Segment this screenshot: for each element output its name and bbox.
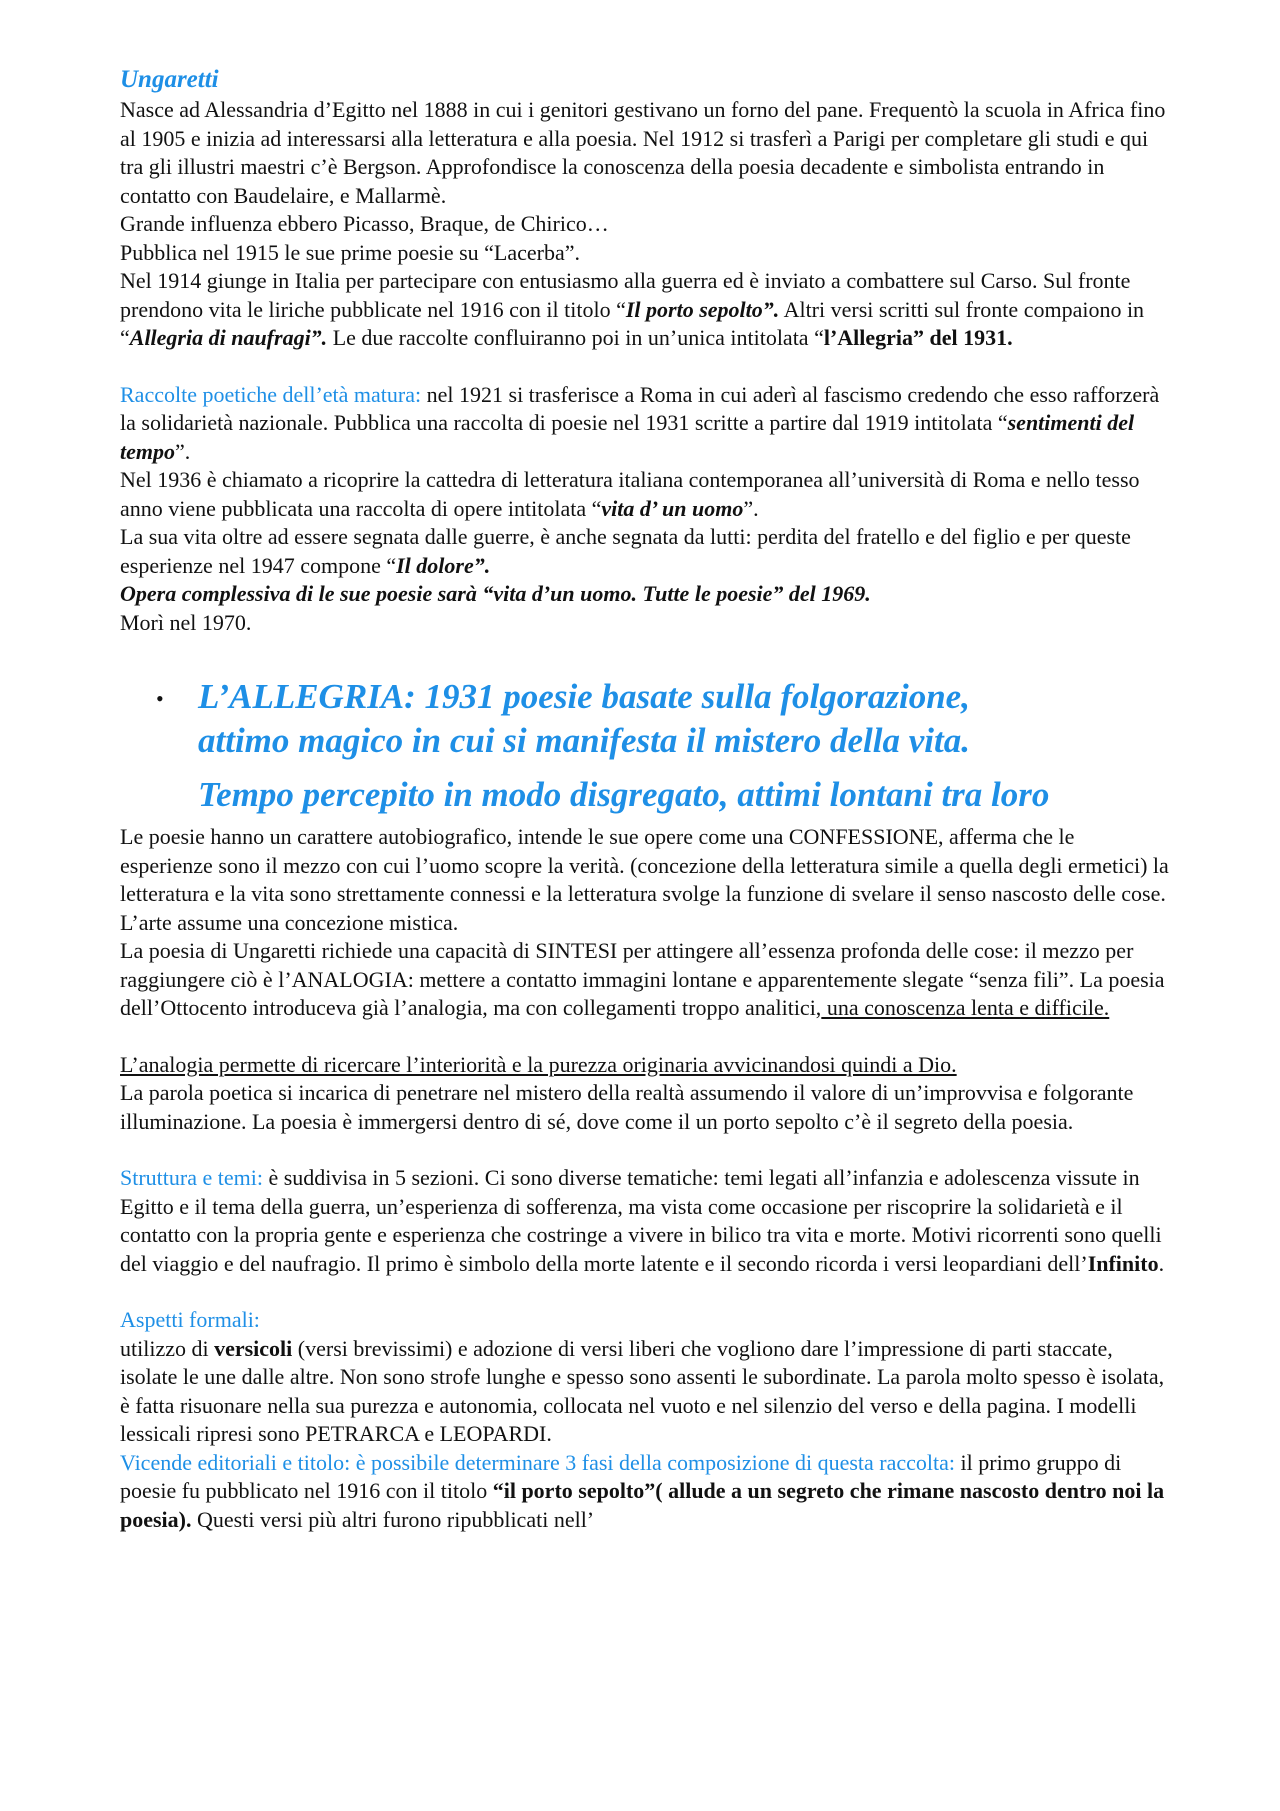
infinito-title: Infinito [1087, 1250, 1159, 1276]
bio-paragraph-3: Pubblica nel 1915 le sue prime poesie su “Lacerba”. [120, 239, 581, 265]
dolore-title: Il dolore”. [396, 552, 491, 578]
mature-paragraph-5: Morì nel 1970. [120, 609, 252, 635]
allegria-bullet-line-2: attimo magico in cui si manifesta il mistero della vita. [198, 721, 970, 760]
sentimenti-title: sentimenti del tempo [120, 410, 1135, 464]
document-title: Ungaretti [120, 66, 219, 93]
mature-paragraph-4 [120, 580, 1170, 609]
porto-sepolto-title: Il porto sepolto”. [625, 296, 780, 322]
vita-uomo-title: vita d’ un uomo [601, 495, 744, 521]
aspetti-paragraph [120, 1335, 1170, 1449]
allegria-paragraph-4 [120, 1051, 1170, 1080]
struttura-paragraph [120, 1164, 1170, 1278]
mature-heading: Raccolte poetiche dell’età matura: [120, 381, 422, 407]
struttura-heading: Struttura e temi: [120, 1165, 263, 1190]
allegria-bullet-line-3: Tempo percepito in modo disgregato, attimi lontani tra loro [198, 775, 1050, 814]
allegria-paragraph-2: L’arte assume una concezione mistica. [120, 909, 459, 935]
allegria-paragraph-5: La parola poetica si incarica di penetrare nel mistero della realtà assumendo il valore di un’improvvisa e folgorante illuminazione. La poesia è immergersi dentro di sé, dove come il un porto sepolto c’è il segreto della poesia. [120, 1080, 1134, 1134]
mature-paragraph-2 [120, 466, 1170, 523]
allegria-paragraph-1: Le poesie hanno un carattere autobiografico, intende le sue opere come una CONFESSIONE, afferma che le esperienze sono il mezzo con cui l’uomo scopre la verità. (concezione della letteratura simile a quella degli ermetici) la letteratura e la vita sono strettamente connessi e la letteratura svolge la funzione di svelare il senso nascosto delle cose. [120, 824, 1169, 906]
bio-paragraph-1: Nasce ad Alessandria d’Egitto nel 1888 in cui i genitori gestivano un forno del pane. Frequentò la scuola in Africa fino al 1905 e inizia ad interessarsi alla letteratura e alla poesia. Nel 1912 si trasferì a Parigi per completare gli studi e qui tra gli illustri maestri c’è Bergson. Approfondisce la conoscenza della poesia decadente e simbolista entrando in contatto con Baudelaire, e Mallarmè. [120, 97, 1166, 208]
mature-text: La sua vita oltre ad essere segnata dalle guerre, è anche segnata da lutti: perdita del fratello e del figlio e per queste esperienze nel 1947 compone “ [120, 524, 1131, 578]
allegria-naufragi-title: Allegria di naufragi”. [129, 325, 328, 350]
bio-paragraph-2: Grande influenza ebbero Picasso, Braque, de Chirico… [120, 211, 609, 236]
bullet-icon: • [156, 686, 164, 711]
porto-sepolto-note: “il porto sepolto”( allude a un segreto che rimane nascosto dentro noi la poesia). [120, 1478, 1165, 1532]
aspetti-heading: Aspetti formali: [120, 1307, 260, 1332]
mature-paragraph-3 [120, 523, 1170, 580]
analogia-underlined: L’analogia permette di ricercare l’interiorità e la purezza originaria avvicinandosi quindi a Dio. [120, 1051, 957, 1077]
allegria-paragraph-3 [120, 937, 1170, 1023]
mature-text: Nel 1936 è chiamato a ricoprire la cattedra di letteratura italiana contemporanea all’università di Roma e nello tesso anno viene pubblicata una raccolta di opere intitolata “ [120, 467, 1140, 521]
vicende-text: il primo gruppo di poesie fu pubblicato nel 1916 con il titolo [120, 1449, 1122, 1503]
allegria-text: La poesia di Ungaretti richiede una capacità di SINTESI per attingere all’essenza profonda delle cose: il mezzo per raggiungere ciò è l’ANALOGIA: mettere a contatto immagini lontane e apparentemente slegate “senza fili”. La poesia dell’Ottocento introduceva già l’analogia, ma con collegamenti troppo analitici, [120, 938, 1165, 1020]
mature-text: nel 1921 si trasferisce a Roma in cui aderì al fascismo credendo che esso rafforzerà la solidarietà nazionale. Pubblica una raccolta di poesie nel 1931 scritte a partire dal 1919 intitolata “ [120, 381, 1160, 435]
vicende-paragraph [120, 1449, 1170, 1535]
allegria-title: l’Allegria” del 1931. [823, 325, 1013, 350]
struttura-text: . [1158, 1250, 1165, 1276]
vicende-heading: Vicende editoriali e titolo: è possibile determinare 3 fasi della composizione di questa raccolta: [120, 1449, 956, 1475]
aspetti-text: (versi brevissimi) e adozione di versi liberi che vogliono dare l’impressione di parti staccate, isolate le une dalle altre. Non sono strofe lunghe e spesso sono assenti le subordinate. La parola molto spesso è isolata, è fatta risuonare nella sua purezza e autonomia, collocata nel vuoto e nel silenzio del verso e della pagina. I modelli lessicali ripresi sono PETRARCA e LEOPARDI. [120, 1335, 1165, 1446]
underlined-phrase: una conoscenza lenta e difficile. [821, 995, 1110, 1020]
mature-text: ”. [743, 495, 759, 521]
versicoli-term: versicoli [214, 1335, 293, 1361]
bio-paragraph-4 [120, 267, 1170, 353]
allegria-bullet-line-1: L’ALLEGRIA: 1931 poesie basate sulla folgorazione, [198, 677, 970, 716]
biography-section [120, 96, 1170, 353]
mature-text: ”. [175, 438, 191, 464]
bio-text: Nel 1914 giunge in Italia per partecipare con entusiasmo alla guerra ed è inviato a combattere sul Carso. Sul fronte prendono vita le liriche pubblicate nel 1916 con il titolo “ [120, 268, 1131, 322]
struttura-text: è suddivisa in 5 sezioni. Ci sono diverse tematiche: temi legati all’infanzia e adolescenza vissute in Egitto e il tema della guerra, un’esperienza di sofferenza, ma vista come occasione per riscoprire la solidarietà e il contatto con la propria gente e esperienza che costringe a vivere in bilico tra vita e morte. Motivi ricorrenti sono quelli del viaggio e del naufragio. Il primo è simbolo della morte latente e il secondo ricorda i versi leopardiani dell’ [120, 1165, 1162, 1276]
allegria-section [120, 823, 1170, 1136]
document-page [120, 64, 1170, 1534]
mature-section [120, 381, 1170, 638]
allegria-bullet [120, 675, 1170, 817]
mature-paragraph-1 [120, 381, 1170, 467]
opera-complessiva: Opera complessiva di le sue poesie sarà “vita d’un uomo. Tutte le poesie” del 1969. [120, 581, 871, 606]
bio-text: Le due raccolte confluiranno poi in un’unica intitolata “ [327, 325, 824, 350]
bio-text: Altri versi scritti sul fronte compaiono in “ [120, 296, 1145, 350]
vicende-text: Questi versi più altri furono ripubblicati nell’ [191, 1506, 595, 1532]
aspetti-text: utilizzo di [120, 1335, 215, 1361]
